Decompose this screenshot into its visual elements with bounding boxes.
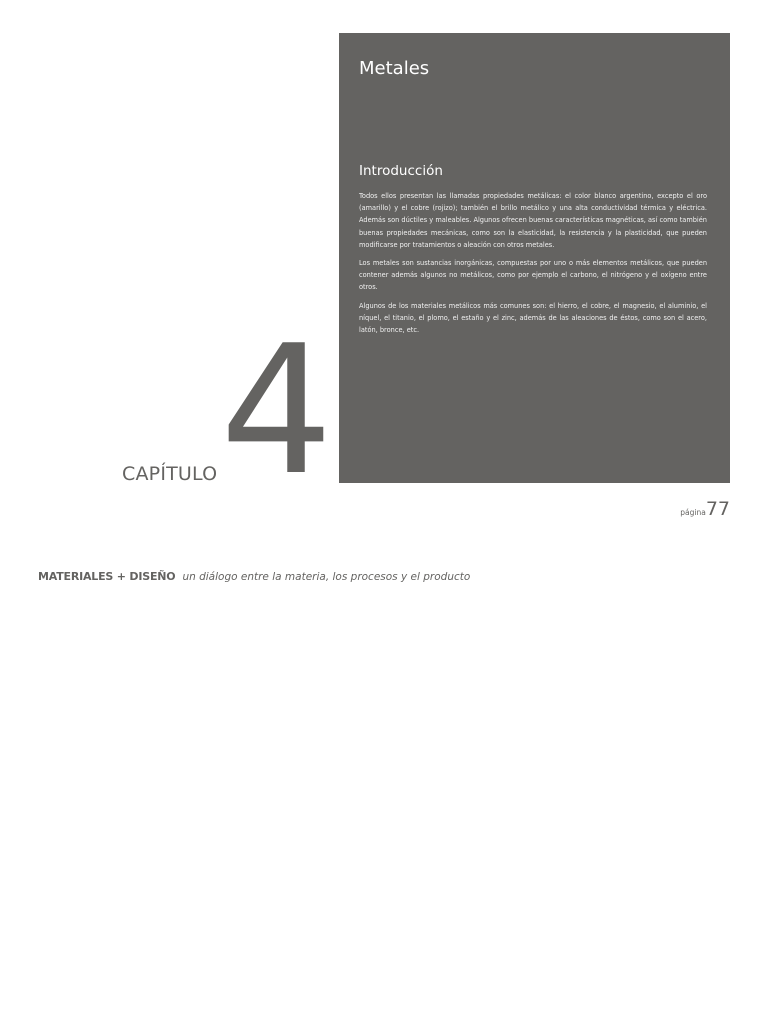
section-title: Metales <box>359 58 430 79</box>
intro-heading: Introducción <box>359 163 443 179</box>
paragraph-composition: Los metales son sustancias inorgánicas, compuestas por uno o más elementos metálicos, que pueden contener además algunos no metálicos, como por ejemplo el carbono, el nitrógeno y el oxígeno entre otros. <box>359 259 707 292</box>
intro-body <box>359 190 707 342</box>
paragraph-common-metals: Algunos de los materiales metálicos más comunes son: el hierro, el cobre, el magnesio, el aluminio, el níquel, el titanio, el plomo, el estaño y el zinc, además de las aleaciones de éstos, como son el acero, latón, bronce, etc. <box>359 301 707 335</box>
footer-brand: MATERIALES + DISEÑO <box>38 570 176 583</box>
page-indicator <box>680 498 730 520</box>
page-number: 77 <box>705 498 730 520</box>
chapter-number: 4 <box>220 307 334 514</box>
page-word: página <box>680 508 706 517</box>
footer-tagline: un diálogo entre la materia, los procesos y el producto <box>182 571 471 583</box>
chapter-label: CAPÍTULO <box>122 463 218 485</box>
paragraph-properties: Todos ellos presentan las llamadas propiedades metálicas: el color blanco argentino, excepto el oro (amarillo) y el cobre (rojizo); también el brillo metálico y una alta conductividad térmica y eléctrica. Además son dúctiles y maleables. Algunos ofrecen buenas características magnéticas, así como también buenas propiedades mecánicas, como son la elasticidad, la resistencia y la plasticidad, que pueden modificarse por tratamientos o aleación con otros metales. <box>359 192 707 249</box>
chapter-intro-panel <box>339 33 730 483</box>
running-footer <box>38 565 470 584</box>
